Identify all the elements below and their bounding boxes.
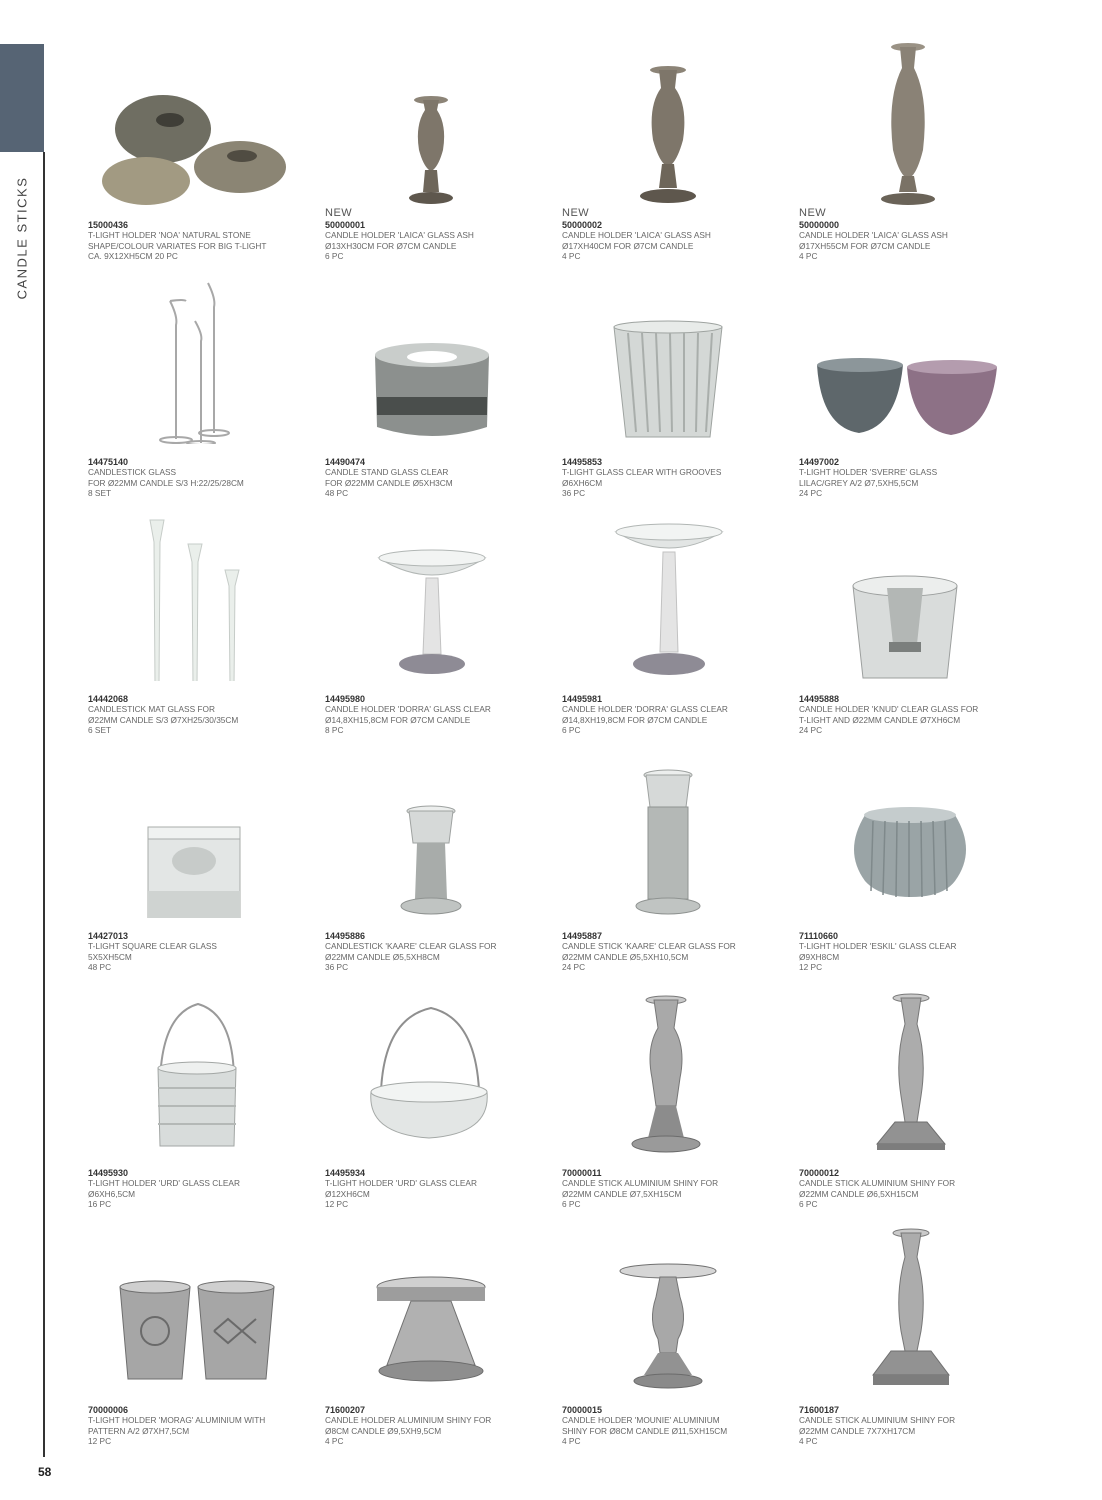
product-quantity: 6 PC [325, 251, 344, 261]
tall-glass-candlesticks-icon [88, 277, 318, 444]
product-tag [325, 681, 555, 694]
product-tag [88, 918, 318, 931]
product-tag [325, 918, 555, 931]
product-card[interactable] [799, 40, 1029, 277]
product-quantity: 4 PC [325, 1436, 344, 1446]
product-quantity: 4 PC [562, 1436, 581, 1446]
product-description: CANDLESTICK GLASS FOR Ø22MM CANDLE S/3 H:22/25/28CM [88, 467, 244, 488]
glass-cone-holder-icon [799, 514, 1029, 681]
product-code: 71600207 [325, 1405, 366, 1415]
product-quantity: 24 PC [562, 962, 586, 972]
product-quantity: 8 PC [325, 725, 344, 735]
product-description: CANDLE HOLDER 'KNUD' CLEAR GLASS FOR T-LIGHT AND Ø22MM CANDLE Ø7XH6CM [799, 704, 979, 725]
product-card[interactable] [562, 1225, 792, 1462]
section-title: CANDLE STICKS [14, 176, 30, 300]
product-card[interactable] [88, 514, 318, 751]
patterned-aluminium-cups-icon [88, 1225, 318, 1392]
product-tag [799, 444, 1029, 457]
product-card[interactable] [325, 751, 555, 988]
product-card[interactable] [799, 1225, 1029, 1462]
product-quantity: 36 PC [325, 962, 349, 972]
tinted-tealight-pair-icon [799, 277, 1029, 444]
section-tab [0, 44, 44, 152]
product-quantity: 16 PC [88, 1199, 112, 1209]
product-quantity: 8 SET [88, 488, 112, 498]
product-code: 70000015 [562, 1405, 603, 1415]
product-tag: NEW [325, 207, 353, 219]
product-quantity: 6 PC [562, 725, 581, 735]
product-description: T-LIGHT GLASS CLEAR WITH GROOVES Ø6XH6CM [562, 467, 722, 488]
product-card[interactable] [325, 988, 555, 1225]
product-tag [562, 1392, 792, 1405]
stone-tealight-icon [88, 40, 318, 207]
product-code: 14495930 [88, 1168, 129, 1178]
product-description: CANDLE HOLDER 'DORRA' GLASS CLEAR Ø14,8XH19,8CM FOR Ø7CM CANDLE [562, 704, 728, 725]
product-description: CANDLE HOLDER 'LAICA' GLASS ASH Ø17XH55CM FOR Ø7CM CANDLE [799, 230, 948, 251]
product-quantity: 4 PC [799, 1436, 818, 1446]
product-tag [799, 1392, 1029, 1405]
product-description: CANDLE STICK 'KAARE' CLEAR GLASS FOR Ø22MM CANDLE Ø5,5XH10,5CM [562, 941, 736, 962]
product-tag [562, 918, 792, 931]
section-divider [43, 152, 45, 1457]
product-code: 14475140 [88, 457, 129, 467]
product-code: 50000001 [325, 220, 366, 230]
product-tag [799, 918, 1029, 931]
product-quantity: 24 PC [799, 488, 823, 498]
product-quantity: 36 PC [562, 488, 586, 498]
product-tag [799, 681, 1029, 694]
product-code: 70000006 [88, 1405, 129, 1415]
short-glass-candlestick-icon [325, 751, 555, 918]
product-quantity: 6 SET [88, 725, 112, 735]
product-quantity: 6 PC [799, 1199, 818, 1209]
product-code: 14495980 [325, 694, 366, 704]
product-description: T-LIGHT HOLDER 'ESKIL' GLASS CLEAR Ø9XH8CM [799, 941, 957, 962]
product-quantity: 12 PC [325, 1199, 349, 1209]
product-description: CANDLE HOLDER 'DORRA' GLASS CLEAR Ø14,8XH15,8CM FOR Ø7CM CANDLE [325, 704, 491, 725]
product-code: 50000002 [562, 220, 603, 230]
product-description: CANDLE HOLDER ALUMINIUM SHINY FOR Ø8CM CANDLE Ø9,5XH9,5CM [325, 1415, 492, 1436]
product-card[interactable] [325, 514, 555, 751]
product-description: T-LIGHT HOLDER 'URD' GLASS CLEAR Ø6XH6,5CM [88, 1178, 240, 1199]
hanging-glass-bowl-icon [325, 988, 555, 1155]
product-quantity: 24 PC [799, 725, 823, 735]
product-tag [799, 1155, 1029, 1168]
product-description: CANDLE HOLDER 'LAICA' GLASS ASH Ø13XH30CM FOR Ø7CM CANDLE [325, 230, 474, 251]
product-tag [325, 1392, 555, 1405]
product-tag: NEW [562, 207, 590, 219]
aluminium-pillar-holder-icon [325, 1225, 555, 1392]
smoked-glass-candle-holder-icon [799, 40, 1029, 207]
product-tag [562, 1155, 792, 1168]
product-code: 14490474 [325, 457, 366, 467]
product-card[interactable] [88, 40, 318, 277]
product-code: 15000436 [88, 220, 129, 230]
grooved-tealight-glass-icon [562, 277, 792, 444]
smoked-glass-candle-holder-icon [325, 40, 555, 207]
aluminium-candlestick-square-icon [799, 1225, 1029, 1392]
product-code: 71110660 [799, 931, 839, 941]
product-card[interactable] [325, 1225, 555, 1462]
product-card[interactable] [799, 514, 1029, 751]
hanging-ribbed-jar-icon [88, 988, 318, 1155]
product-quantity: 48 PC [88, 962, 112, 972]
product-description: CANDLE HOLDER 'MOUNIE' ALUMINIUM SHINY FOR Ø8CM CANDLE Ø11,5XH15CM [562, 1415, 728, 1436]
product-tag [88, 444, 318, 457]
product-card[interactable] [799, 988, 1029, 1225]
product-quantity: 12 PC [88, 1436, 112, 1446]
product-card[interactable] [88, 751, 318, 988]
product-code: 71600187 [799, 1405, 840, 1415]
product-code: 50000000 [799, 220, 840, 230]
product-quantity: 4 PC [562, 251, 581, 261]
product-code: 14495934 [325, 1168, 366, 1178]
aluminium-candlestick-round-icon [562, 988, 792, 1155]
product-description: CANDLE STAND GLASS CLEAR FOR Ø22MM CANDLE Ø5XH3CM [325, 467, 453, 488]
product-card[interactable] [562, 988, 792, 1225]
pedestal-plate-icon [562, 514, 792, 681]
product-tag [562, 681, 792, 694]
product-quantity: 12 PC [799, 962, 823, 972]
product-card[interactable] [562, 751, 792, 988]
product-code: 14495886 [325, 931, 366, 941]
product-description: T-LIGHT HOLDER 'NOA' NATURAL STONE SHAPE/COLOUR VARIATES FOR BIG T-LIGHT CA. 9X12XH5CM 20 PC [88, 230, 267, 261]
product-code: 70000012 [799, 1168, 840, 1178]
product-card[interactable] [88, 988, 318, 1225]
product-tag [88, 207, 318, 220]
product-card[interactable] [562, 514, 792, 751]
product-code: 14495981 [562, 694, 603, 704]
product-description: CANDLE STICK ALUMINIUM SHINY FOR Ø22MM CANDLE 7X7XH17CM [799, 1415, 956, 1436]
product-code: 14497002 [799, 457, 840, 467]
product-description: T-LIGHT HOLDER 'MORAG' ALUMINIUM WITH PATTERN A/2 Ø7XH7,5CM [88, 1415, 266, 1436]
matt-glass-candlesticks-icon [88, 514, 318, 681]
pedestal-plate-icon [325, 514, 555, 681]
product-description: CANDLE STICK ALUMINIUM SHINY FOR Ø22MM CANDLE Ø7,5XH15CM [562, 1178, 719, 1199]
product-card[interactable] [325, 277, 555, 514]
page-number: 58 [38, 1465, 52, 1479]
product-quantity: 48 PC [325, 488, 349, 498]
glass-column-candlestick-icon [562, 751, 792, 918]
product-description: CANDLE STICK ALUMINIUM SHINY FOR Ø22MM CANDLE Ø6,5XH15CM [799, 1178, 956, 1199]
product-description: T-LIGHT HOLDER 'URD' GLASS CLEAR Ø12XH6CM [325, 1178, 477, 1199]
product-description: CANDLESTICK MAT GLASS FOR Ø22MM CANDLE S/3 Ø7XH25/30/35CM [88, 704, 239, 725]
product-tag [562, 444, 792, 457]
square-glass-tealight-icon [88, 751, 318, 918]
product-code: 14495888 [799, 694, 840, 704]
ribbed-glass-bowl-icon [799, 751, 1029, 918]
product-quantity: 4 PC [799, 251, 818, 261]
product-quantity: 6 PC [562, 1199, 581, 1209]
product-card[interactable] [799, 751, 1029, 988]
product-card[interactable] [799, 277, 1029, 514]
product-tag [88, 681, 318, 694]
product-card[interactable] [325, 40, 555, 277]
product-card[interactable] [88, 277, 318, 514]
product-description: CANDLE HOLDER 'LAICA' GLASS ASH Ø17XH40CM FOR Ø7CM CANDLE [562, 230, 711, 251]
product-tag [325, 444, 555, 457]
product-description: T-LIGHT SQUARE CLEAR GLASS 5X5XH5CM [88, 941, 217, 962]
smoked-glass-candle-holder-icon [562, 40, 792, 207]
glass-tealight-stand-icon [325, 277, 555, 444]
product-code: 14427013 [88, 931, 129, 941]
aluminium-plate-candlestick-icon [562, 1225, 792, 1392]
product-card[interactable] [562, 277, 792, 514]
aluminium-candlestick-square-icon [799, 988, 1029, 1155]
product-code: 14495853 [562, 457, 603, 467]
product-card[interactable] [562, 40, 792, 277]
product-tag [88, 1392, 318, 1405]
product-card[interactable] [88, 1225, 318, 1462]
product-description: T-LIGHT HOLDER 'SVERRE' GLASS LILAC/GREY A/2 Ø7,5XH5,5CM [799, 467, 938, 488]
product-code: 70000011 [562, 1168, 602, 1178]
product-tag: NEW [799, 207, 827, 219]
product-tag [325, 1155, 555, 1168]
product-code: 14495887 [562, 931, 603, 941]
product-tag [88, 1155, 318, 1168]
product-code: 14442068 [88, 694, 129, 704]
product-description: CANDLESTICK 'KAARE' CLEAR GLASS FOR Ø22MM CANDLE Ø5,5XH8CM [325, 941, 497, 962]
